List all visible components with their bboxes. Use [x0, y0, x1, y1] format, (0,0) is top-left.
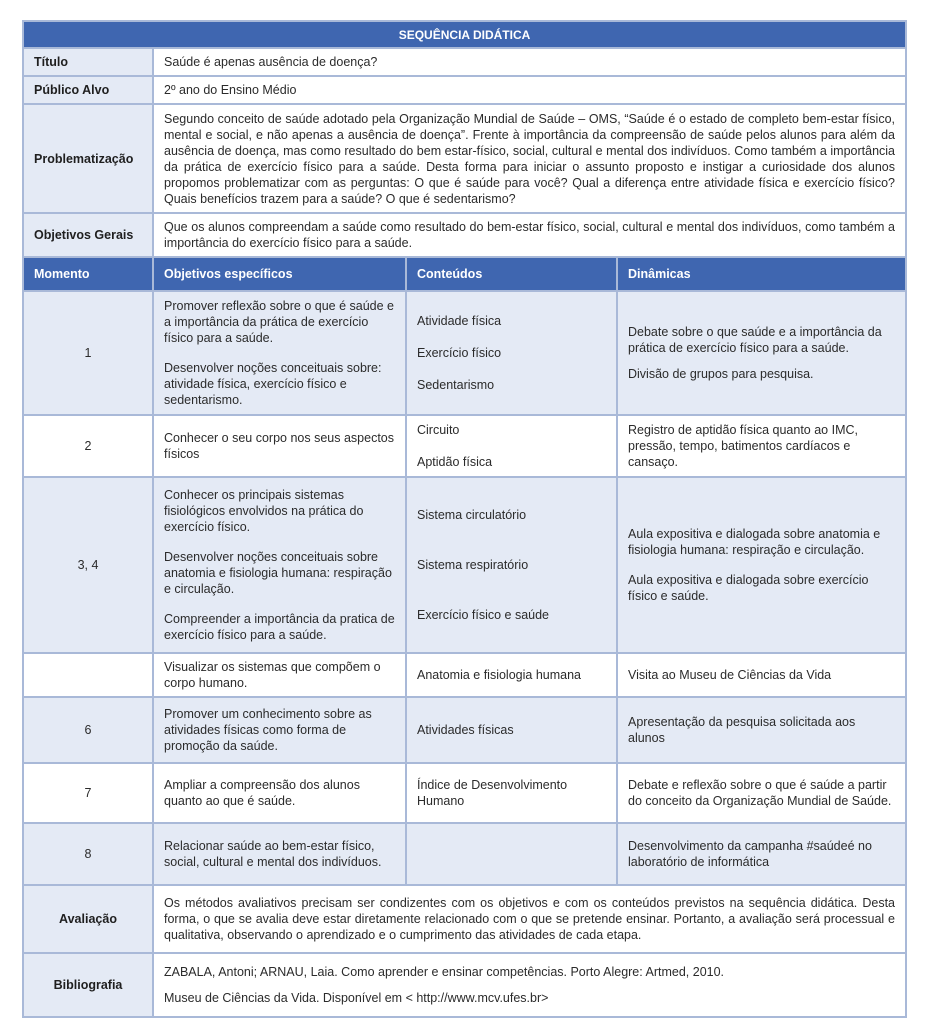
dinamicas-cell	[617, 653, 906, 697]
conteudo-text: Atividades físicas	[417, 723, 514, 737]
table-row	[23, 763, 906, 823]
dinamicas-cell	[617, 291, 906, 415]
bibliografia-cell	[153, 953, 906, 1017]
momento-cell: 6	[23, 697, 153, 763]
momento-cell: 7	[23, 763, 153, 823]
momento-cell: 1	[23, 291, 153, 415]
publico-alvo-label: Público Alvo	[23, 76, 153, 104]
conteudo-text: Atividade física	[417, 314, 502, 328]
objetivo-text: Ampliar a compreensão dos alunos quanto ao que é saúde.	[164, 778, 360, 808]
momento-cell: 8	[23, 823, 153, 885]
titulo-value: Saúde é apenas ausência de doença?	[153, 48, 906, 76]
column-header-momento: Momento	[23, 257, 153, 291]
titulo-label: Título	[23, 48, 153, 76]
avaliacao-value: Os métodos avaliativos precisam ser condizentes com os objetivos e com os conteúdos previstos na sequência didática. Desta forma, o que se avalia deve estar diretamente relacionado com o que se pretende ensinar. Portanto, a avaliação será processual e qualitativa, observando o aprendizado e o cumprimento das atividades de cada etapa.	[153, 885, 906, 953]
table-row	[23, 823, 906, 885]
dinamica-text: Desenvolvimento da campanha #saúdeé no laboratório de informática	[628, 839, 872, 869]
dinamica-text: Aula expositiva e dialogada sobre anatomia e fisiologia humana: respiração e circulação.	[628, 527, 881, 557]
conteudos-cell	[406, 697, 617, 763]
table-row	[23, 653, 906, 697]
conteudo-text: Anatomia e fisiologia humana	[417, 668, 581, 682]
objetivos-cell	[153, 477, 406, 653]
dinamicas-cell	[617, 477, 906, 653]
objetivos-gerais-value: Que os alunos compreendam a saúde como resultado do bem-estar físico, social, cultural e mental dos indivíduos, como também a importância do exercício físico para a saúde.	[153, 213, 906, 257]
table-row	[23, 415, 906, 477]
dinamica-text: Registro de aptidão física quanto ao IMC, pressão, tempo, batimentos cardíacos e cansaço.	[628, 423, 858, 469]
dinamicas-cell	[617, 697, 906, 763]
didactic-sequence-table	[22, 20, 907, 1018]
bibliografia-item: ZABALA, Antoni; ARNAU, Laia. Como aprender e ensinar competências. Porto Alegre: Artmed, 2010.	[164, 965, 725, 979]
conteudo-text: Aptidão física	[417, 455, 493, 469]
objetivo-text: Desenvolver noções conceituais sobre: atividade física, exercício físico e sedentarismo.	[164, 361, 382, 407]
objetivos-cell	[153, 823, 406, 885]
column-header-objetivos: Objetivos específicos	[153, 257, 406, 291]
objetivo-text: Conhecer o seu corpo nos seus aspectos físicos	[164, 431, 394, 461]
table-row	[23, 477, 906, 653]
dinamica-text: Divisão de grupos para pesquisa.	[628, 367, 814, 381]
objetivos-cell	[153, 291, 406, 415]
conteudos-cell	[406, 763, 617, 823]
conteudo-text: Índice de Desenvolvimento Humano	[417, 778, 568, 808]
objetivo-text: Relacionar saúde ao bem-estar físico, social, cultural e mental dos indivíduos.	[164, 839, 382, 869]
objetivo-text: Desenvolver noções conceituais sobre anatomia e fisiologia humana: respiração e circulação.	[164, 550, 392, 596]
column-header-dinamicas: Dinâmicas	[617, 257, 906, 291]
conteudo-text: Sedentarismo	[417, 378, 495, 392]
momento-cell	[23, 653, 153, 697]
conteudo-text: Sistema respiratório	[417, 558, 529, 572]
objetivo-text: Visualizar os sistemas que compõem o corpo humano.	[164, 660, 381, 690]
conteudo-text: Circuito	[417, 423, 460, 437]
objetivo-text: Compreender a importância da pratica de exercício físico para a saúde.	[164, 612, 395, 642]
dinamicas-cell	[617, 823, 906, 885]
problematizacao-value: Segundo conceito de saúde adotado pela Organização Mundial de Saúde – OMS, “Saúde é o estado de completo bem-estar físico, mental e social, e não apenas a ausência de doença”. Frente à importância da compreensão de saúde pelos alunos para além da ausência de doença, mas como resultado do bem estar-físico, social, cultural e mental dos indivíduos. Como também a importância da prática de exercício físico para a saúde. Desta forma para iniciar o assunto proposto e instigar a curiosidade dos alunos propomos problematizar com as perguntas: O que é saúde para você? Qual a diferença entre atividade física e exercício físico? Quais benefícios trazem para a saúde? O que é sedentarismo?	[153, 104, 906, 213]
bibliografia-label: Bibliografia	[23, 953, 153, 1017]
table-row	[23, 697, 906, 763]
momento-cell: 3, 4	[23, 477, 153, 653]
dinamicas-cell	[617, 763, 906, 823]
table-row	[23, 291, 906, 415]
avaliacao-label: Avaliação	[23, 885, 153, 953]
objetivos-cell	[153, 415, 406, 477]
conteudos-cell	[406, 291, 617, 415]
problematizacao-label: Problematização	[23, 104, 153, 213]
objetivo-text: Conhecer os principais sistemas fisiológicos envolvidos na prática do exercício físico.	[164, 488, 364, 534]
objetivos-cell	[153, 763, 406, 823]
conteudo-text: Exercício físico	[417, 346, 502, 360]
dinamica-text: Debate sobre o que saúde e a importância da prática de exercício físico para a saúde.	[628, 325, 882, 355]
dinamica-text: Aula expositiva e dialogada sobre exercício físico e saúde.	[628, 573, 869, 603]
conteudo-text: Exercício físico e saúde	[417, 608, 550, 622]
objetivo-text: Promover um conhecimento sobre as atividades físicas como forma de promoção da saúde.	[164, 707, 372, 753]
conteudos-cell	[406, 823, 617, 885]
objetivos-gerais-label: Objetivos Gerais	[23, 213, 153, 257]
publico-alvo-value: 2º ano do Ensino Médio	[153, 76, 906, 104]
dinamicas-cell	[617, 415, 906, 477]
dinamica-text: Visita ao Museu de Ciências da Vida	[628, 668, 832, 682]
column-header-conteudos: Conteúdos	[406, 257, 617, 291]
dinamica-text: Apresentação da pesquisa solicitada aos alunos	[628, 715, 856, 745]
objetivos-cell	[153, 653, 406, 697]
table-title: SEQUÊNCIA DIDÁTICA	[23, 21, 906, 48]
objetivos-cell	[153, 697, 406, 763]
objetivo-text: Promover reflexão sobre o que é saúde e a importância da prática de exercício físico para a saúde.	[164, 299, 394, 345]
bibliografia-item: Museu de Ciências da Vida. Disponível em < http://www.mcv.ufes.br>	[164, 991, 549, 1005]
conteudos-cell	[406, 415, 617, 477]
conteudos-cell	[406, 653, 617, 697]
dinamica-text: Debate e reflexão sobre o que é saúde a partir do conceito da Organização Mundial de Saúde.	[628, 778, 892, 808]
conteudo-text: Sistema circulatório	[417, 508, 527, 522]
momento-cell: 2	[23, 415, 153, 477]
conteudos-cell	[406, 477, 617, 653]
